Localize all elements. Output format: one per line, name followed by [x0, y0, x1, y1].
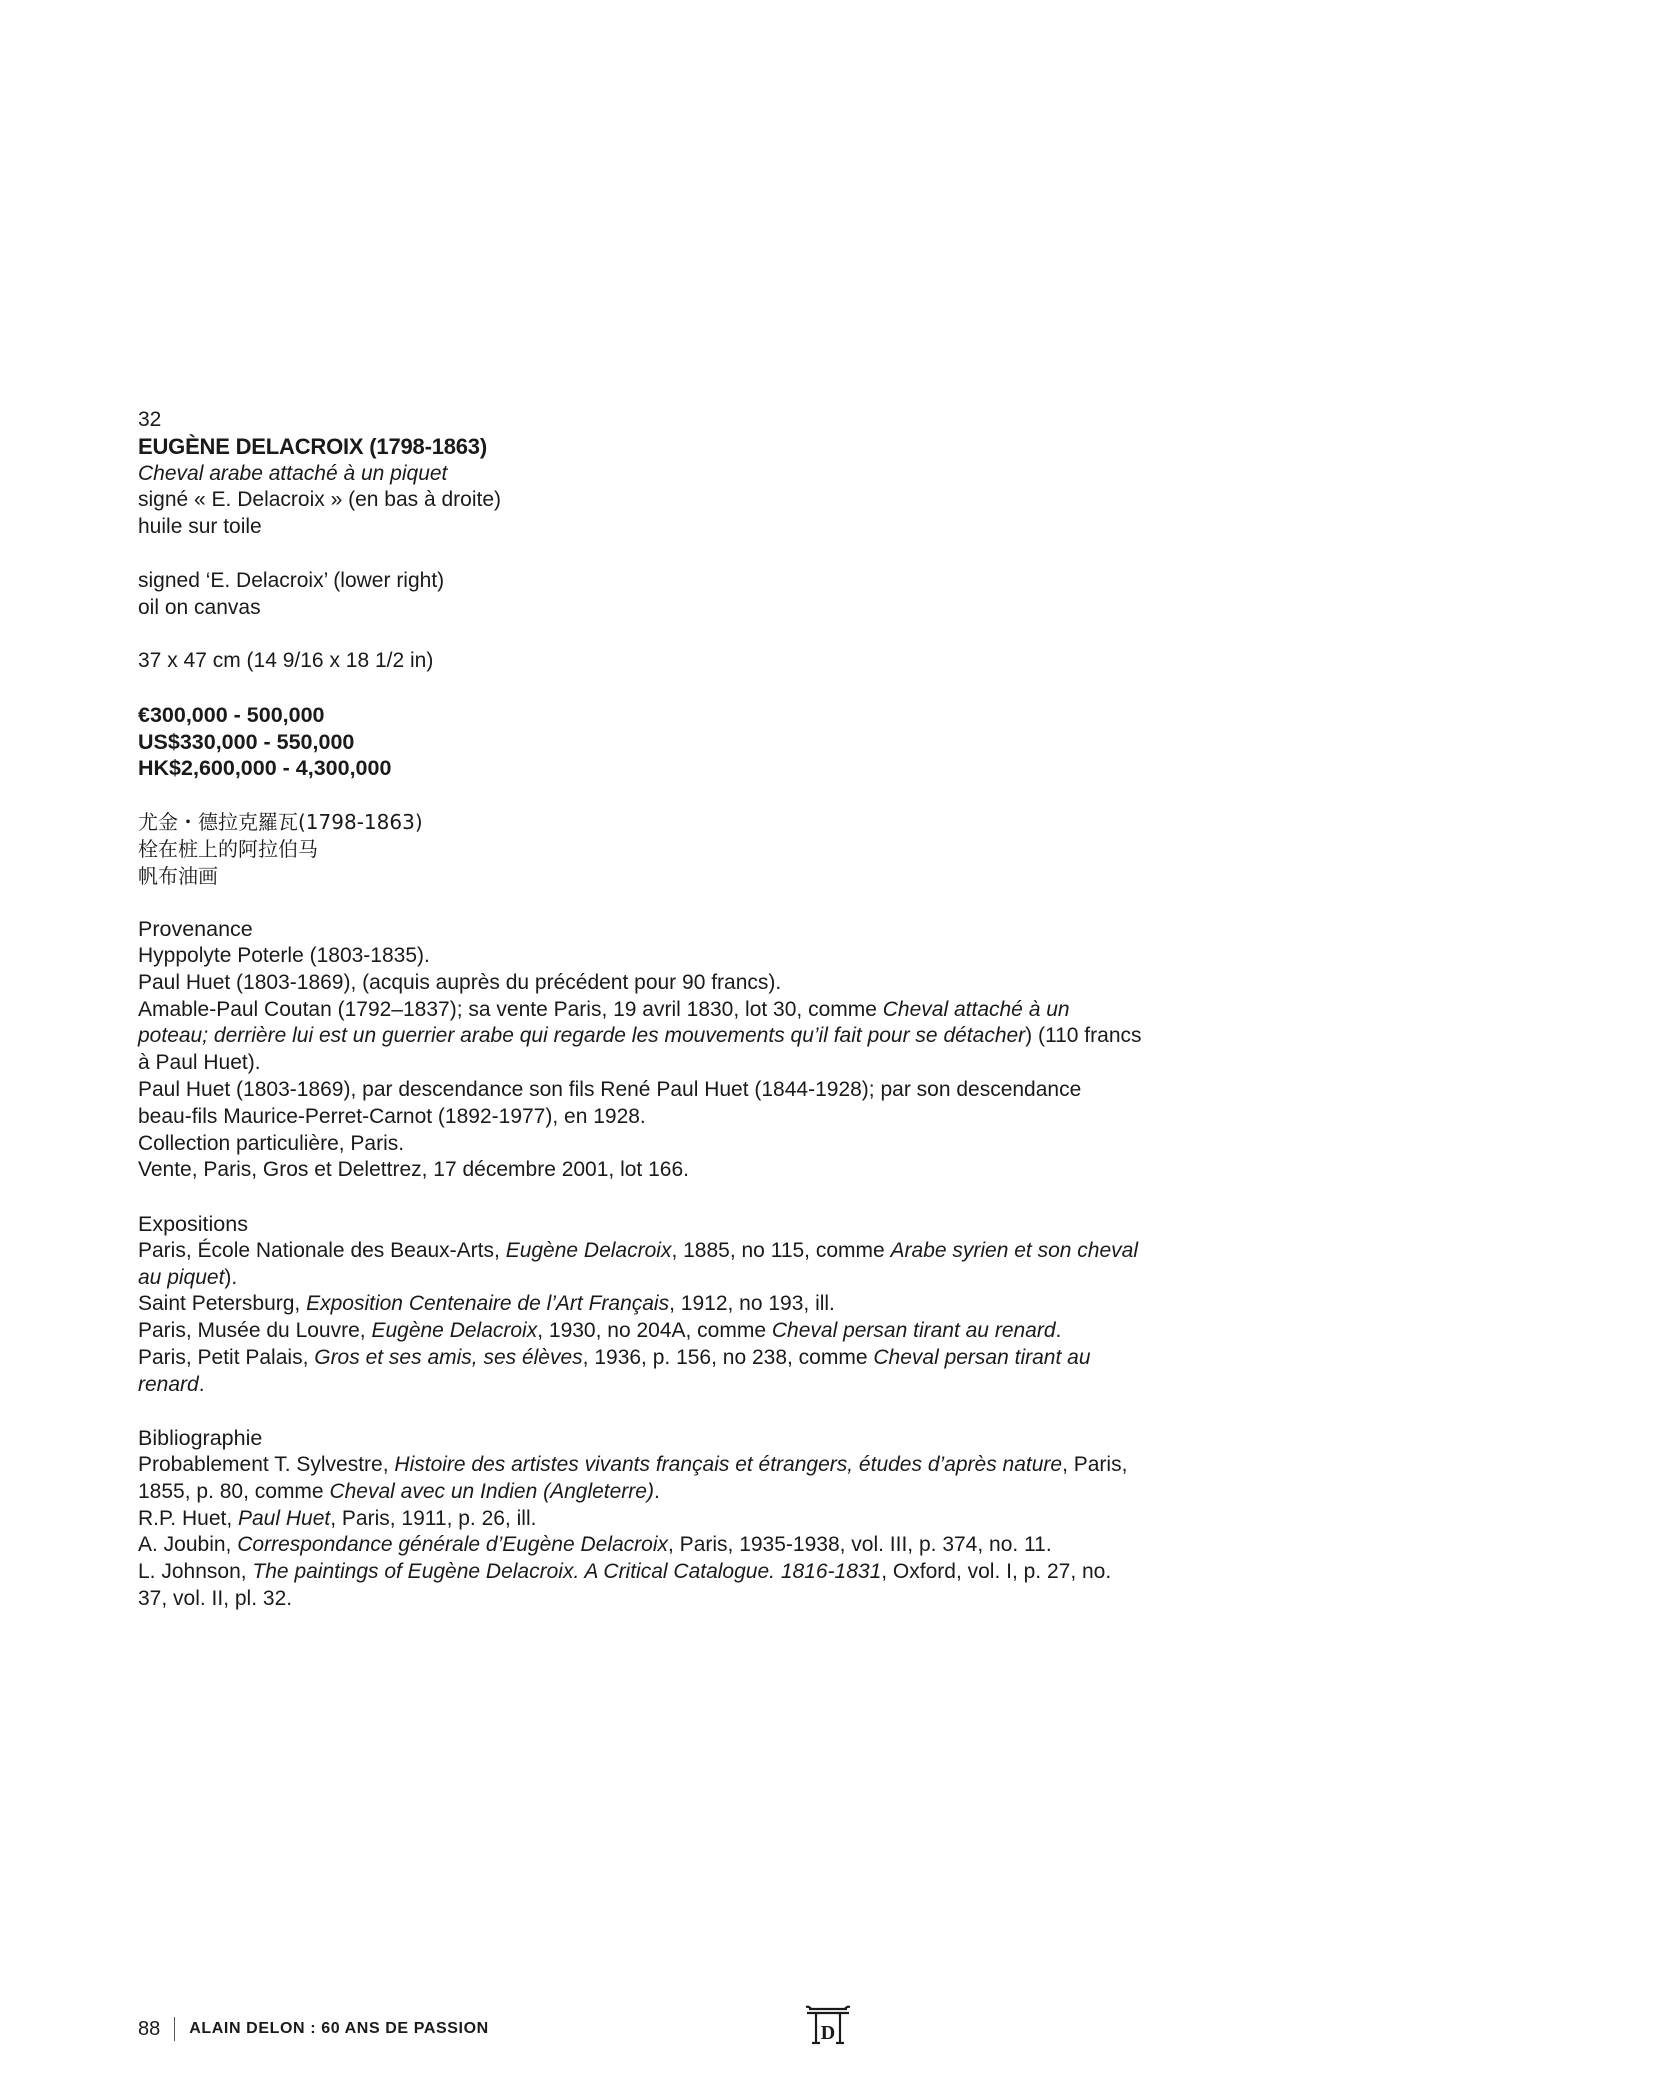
- text-segment: .: [653, 1479, 660, 1503]
- text-line: [138, 1479, 1183, 1506]
- text-line: [138, 1157, 1183, 1184]
- chinese-medium: 帆布油画: [138, 863, 218, 888]
- bibliographie-heading: Bibliographie: [138, 1426, 263, 1451]
- text-segment: Paul Huet (1803-1869), par descendance son fils René Paul Huet (1844-1928); par son descendance: [138, 1077, 1082, 1101]
- chinese-title: 栓在桩上的阿拉伯马: [138, 836, 318, 861]
- text-line: [138, 1345, 1183, 1372]
- artwork-title: Cheval arabe attaché à un piquet: [138, 461, 448, 485]
- expositions-section: [138, 1211, 1183, 1399]
- text-segment: .: [198, 1372, 205, 1396]
- text-segment: Paris, Musée du Louvre,: [138, 1319, 372, 1343]
- text-segment: Paul Huet (1803-1869), (acquis auprès du précédent pour 90 francs).: [138, 970, 782, 994]
- medium-fr: huile sur toile: [138, 515, 262, 539]
- italic-text: Cheval avec un Indien (Angleterre): [329, 1479, 654, 1503]
- italic-text: Histoire des artistes vivants français et étrangers, études d’après nature: [394, 1453, 1063, 1477]
- text-line: [138, 997, 1183, 1024]
- text-line: [138, 1532, 1183, 1559]
- italic-text: renard: [138, 1372, 199, 1396]
- artist-name: EUGÈNE DELACROIX (1798-1863): [138, 433, 487, 459]
- italic-text: Arabe syrien et son cheval: [890, 1238, 1138, 1262]
- signature-en: signed ‘E. Delacroix’ (lower right): [138, 568, 445, 592]
- italic-text: Cheval attaché à un: [882, 997, 1070, 1021]
- text-line: [138, 1291, 1183, 1318]
- text-line: [138, 1265, 1183, 1292]
- text-segment: Amable-Paul Coutan (1792–1837); sa vente Paris, 19 avril 1830, lot 30, comme: [138, 997, 883, 1021]
- text-segment: R.P. Huet,: [138, 1506, 238, 1530]
- chinese-artist: 尤金・德拉克羅瓦(1798-1863): [138, 809, 423, 834]
- provenance-lines: [138, 943, 1183, 1184]
- estimate-hkd: HK$2,600,000 - 4,300,000: [138, 756, 392, 781]
- text-segment: , 1936, p. 156, no 238, comme: [582, 1345, 874, 1369]
- text-line: [138, 1559, 1183, 1586]
- text-line: [138, 1050, 1183, 1077]
- text-segment: Paris, Petit Palais,: [138, 1345, 315, 1369]
- italic-text: Gros et ses amis, ses élèves: [314, 1345, 583, 1369]
- provenance-heading: Provenance: [138, 917, 253, 942]
- text-line: [138, 1372, 1183, 1399]
- text-segment: 37, vol. II, pl. 32.: [138, 1587, 293, 1611]
- text-segment: ) (110 francs: [1025, 1024, 1142, 1048]
- text-segment: , 1930, no 204A, comme: [537, 1319, 772, 1343]
- italic-text: Cheval persan tirant au renard: [771, 1319, 1056, 1343]
- page-number: 88: [138, 2017, 161, 2040]
- text-segment: Vente, Paris, Gros et Delettrez, 17 décembre 2001, lot 166.: [138, 1158, 689, 1182]
- text-segment: .: [1055, 1319, 1062, 1343]
- text-segment: à Paul Huet).: [138, 1051, 261, 1075]
- text-segment: Saint Petersburg,: [138, 1292, 307, 1316]
- italic-text: The paintings of Eugène Delacroix. A Critical Catalogue. 1816-1831: [252, 1560, 882, 1584]
- italic-text: Eugène Delacroix: [371, 1319, 538, 1343]
- text-line: [138, 1318, 1183, 1345]
- text-segment: , 1912, no 193, ill.: [669, 1292, 835, 1316]
- signature-fr: signé « E. Delacroix » (en bas à droite): [138, 488, 502, 512]
- lot-number: 32: [138, 408, 162, 431]
- text-segment: beau-fils Maurice-Perret-Carnot (1892-1977), en 1928.: [138, 1104, 646, 1128]
- italic-text: poteau; derrière lui est un guerrier arabe qui regarde les mouvements qu’il fait pour se détacher: [138, 1024, 1026, 1048]
- text-segment: ).: [224, 1265, 238, 1289]
- text-line: [138, 1586, 1183, 1613]
- expositions-lines: [138, 1238, 1183, 1399]
- dimensions: 37 x 47 cm (14 9/16 x 18 1/2 in): [138, 649, 434, 673]
- italic-text: au piquet: [138, 1265, 225, 1289]
- text-segment: , Paris,: [1062, 1453, 1128, 1477]
- expositions-heading: Expositions: [138, 1211, 248, 1236]
- estimate-eur: €300,000 - 500,000: [138, 702, 325, 727]
- text-segment: Paris, École Nationale des Beaux-Arts,: [138, 1238, 506, 1262]
- text-segment: Collection particulière, Paris.: [138, 1131, 405, 1155]
- page-footer: [138, 2014, 489, 2044]
- italic-text: Eugène Delacroix: [505, 1238, 672, 1262]
- italic-text: Correspondance générale d’Eugène Delacroix: [237, 1533, 669, 1557]
- text-line: [138, 1506, 1183, 1533]
- estimate-usd: US$330,000 - 550,000: [138, 729, 355, 754]
- text-line: [138, 1238, 1183, 1265]
- text-segment: 1855, p. 80, comme: [138, 1479, 330, 1503]
- text-segment: , Oxford, vol. I, p. 27, no.: [881, 1560, 1112, 1584]
- italic-text: Cheval persan tirant au: [873, 1345, 1091, 1369]
- text-segment: Probablement T. Sylvestre,: [138, 1453, 395, 1477]
- text-segment: L. Johnson,: [138, 1560, 253, 1584]
- svg-text:D: D: [820, 2022, 836, 2044]
- provenance-section: [138, 916, 1183, 1184]
- lot-entry: [138, 407, 1183, 1613]
- text-line: [138, 1077, 1183, 1104]
- publication-title: ALAIN DELON : 60 ANS DE PASSION: [189, 2020, 489, 2037]
- italic-text: Paul Huet: [238, 1506, 331, 1530]
- footer-divider: [174, 2017, 175, 2041]
- text-line: [138, 1452, 1183, 1479]
- text-segment: , 1885, no 115, comme: [671, 1238, 891, 1262]
- text-line: [138, 1131, 1183, 1158]
- bibliographie-lines: [138, 1452, 1183, 1613]
- text-line: [138, 970, 1183, 997]
- text-line: [138, 1104, 1183, 1131]
- text-line: [138, 1023, 1183, 1050]
- medium-en: oil on canvas: [138, 595, 261, 619]
- italic-text: Exposition Centenaire de l’Art Français: [306, 1292, 670, 1316]
- text-line: [138, 943, 1183, 970]
- auction-house-monogram-icon: [803, 2003, 853, 2047]
- text-segment: , Paris, 1911, p. 26, ill.: [330, 1506, 537, 1530]
- bibliographie-section: [138, 1425, 1183, 1613]
- text-segment: A. Joubin,: [138, 1533, 238, 1557]
- text-segment: Hyppolyte Poterle (1803-1835).: [138, 943, 430, 967]
- text-segment: , Paris, 1935-1938, vol. III, p. 374, no. 11.: [668, 1533, 1052, 1557]
